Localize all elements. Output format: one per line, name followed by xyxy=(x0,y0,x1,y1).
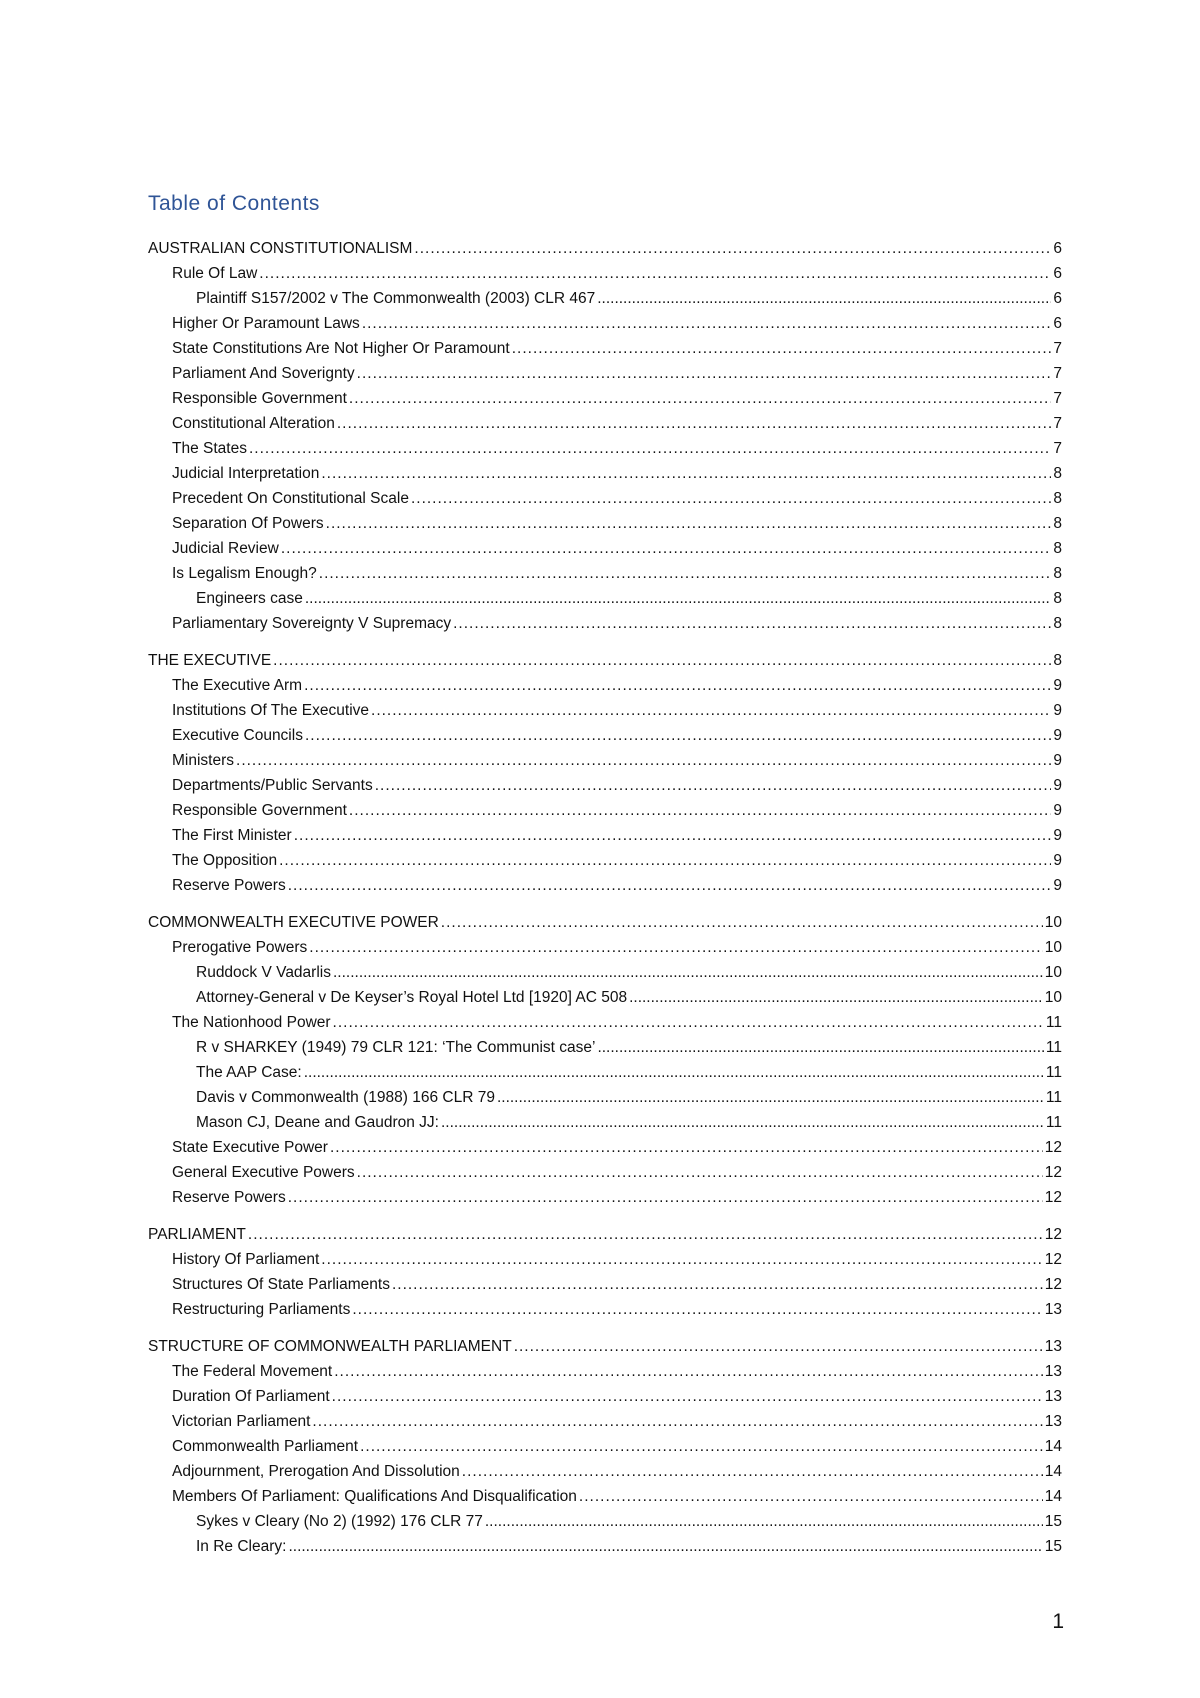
toc-entry[interactable] xyxy=(148,411,1062,436)
dot-leader xyxy=(352,1297,1042,1322)
toc-entry-title: Judicial Review xyxy=(172,540,279,557)
toc-entry-page: 13 xyxy=(1044,1338,1062,1355)
toc-entry-page: 10 xyxy=(1044,989,1062,1006)
toc-entry[interactable] xyxy=(148,336,1062,361)
dot-leader xyxy=(333,1010,1044,1035)
toc-entry-page: 8 xyxy=(1053,540,1062,557)
dot-leader xyxy=(249,436,1051,461)
dot-leader xyxy=(273,648,1051,673)
toc-entry-title: Adjournment, Prerogation And Dissolution xyxy=(172,1463,460,1480)
dot-leader xyxy=(462,1459,1043,1484)
dot-leader xyxy=(334,1359,1043,1384)
toc-entry-title: R v SHARKEY (1949) 79 CLR 121: ‘The Communist case’ xyxy=(196,1039,596,1056)
toc-entry-page: 13 xyxy=(1044,1363,1062,1380)
dot-leader xyxy=(305,723,1051,748)
toc-entry-title: The First Minister xyxy=(172,827,292,844)
toc-entry-page: 7 xyxy=(1053,415,1062,432)
dot-leader xyxy=(288,1185,1043,1210)
toc-entry-page: 9 xyxy=(1053,677,1062,694)
toc-entry[interactable] xyxy=(148,236,1062,261)
toc-entry-page: 7 xyxy=(1053,340,1062,357)
toc-entry-page: 13 xyxy=(1044,1301,1062,1318)
toc-entry[interactable] xyxy=(148,698,1062,723)
toc-entry-title: Commonwealth Parliament xyxy=(172,1438,359,1455)
toc-entry-page: 7 xyxy=(1053,390,1062,407)
dot-leader xyxy=(236,748,1051,773)
toc-entry-page: 7 xyxy=(1053,440,1062,457)
toc-entry[interactable] xyxy=(148,1085,1062,1110)
dot-leader xyxy=(414,236,1051,261)
dot-leader xyxy=(326,511,1052,536)
toc-entry-page: 11 xyxy=(1045,1089,1062,1106)
toc-entry-title: The AAP Case: xyxy=(196,1064,302,1081)
toc-entry-title: Responsible Government xyxy=(172,802,347,819)
dot-leader xyxy=(597,1035,1043,1060)
toc-entry[interactable] xyxy=(148,848,1062,873)
toc-entry-page: 14 xyxy=(1044,1488,1062,1505)
toc-entry[interactable] xyxy=(148,1334,1062,1359)
toc-entry[interactable] xyxy=(148,1272,1062,1297)
dot-leader xyxy=(349,386,1051,411)
toc-entry[interactable] xyxy=(148,1534,1062,1559)
toc-entry[interactable] xyxy=(148,486,1062,511)
toc-entry-title: Mason CJ, Deane and Gaudron JJ: xyxy=(196,1114,439,1131)
toc-entry-title: AUSTRALIAN CONSTITUTIONALISM xyxy=(148,240,413,257)
toc-entry-title: Victorian Parliament xyxy=(172,1413,311,1430)
toc-entry-title: STRUCTURE OF COMMONWEALTH PARLIAMENT xyxy=(148,1338,512,1355)
toc-entry-title: Attorney-General v De Keyser’s Royal Hotel Ltd [1920] AC 508 xyxy=(196,989,628,1006)
toc-entry-title: Responsible Government xyxy=(172,390,347,407)
toc-entry[interactable] xyxy=(148,1434,1062,1459)
toc-entry-title: General Executive Powers xyxy=(172,1164,355,1181)
toc-entry-page: 12 xyxy=(1044,1139,1062,1156)
dot-leader xyxy=(485,1509,1043,1534)
toc-entry[interactable] xyxy=(148,910,1062,935)
toc-entry[interactable] xyxy=(148,1185,1062,1210)
toc-entry[interactable] xyxy=(148,1509,1062,1534)
toc-entry[interactable] xyxy=(148,873,1062,898)
toc-entry[interactable] xyxy=(148,1409,1062,1434)
toc-entry-page: 10 xyxy=(1044,939,1062,956)
toc-entry-page: 9 xyxy=(1053,827,1062,844)
toc-entry-title: Structures Of State Parliaments xyxy=(172,1276,390,1293)
toc-entry-title: Members Of Parliament: Qualifications And Disqualification xyxy=(172,1488,577,1505)
toc-entry-page: 6 xyxy=(1053,265,1062,282)
toc-entry-title: History Of Parliament xyxy=(172,1251,320,1268)
toc-entry-page: 14 xyxy=(1044,1438,1062,1455)
toc-entry-page: 12 xyxy=(1044,1189,1062,1206)
toc-entry-page: 12 xyxy=(1044,1251,1062,1268)
toc-entry-page: 11 xyxy=(1045,1064,1062,1081)
toc-entry[interactable] xyxy=(148,1110,1062,1135)
dot-leader xyxy=(288,873,1052,898)
toc-entry-title: Executive Councils xyxy=(172,727,303,744)
dot-leader xyxy=(453,611,1051,636)
toc-entry-title: Reserve Powers xyxy=(172,1189,286,1206)
toc-entry-page: 15 xyxy=(1044,1513,1062,1530)
dot-leader xyxy=(371,698,1051,723)
dot-leader xyxy=(259,261,1051,286)
toc-entry[interactable] xyxy=(148,985,1062,1010)
toc-entry-page: 13 xyxy=(1044,1388,1062,1405)
dot-leader xyxy=(305,586,1052,611)
toc-entry-title: THE EXECUTIVE xyxy=(148,652,272,669)
toc-entry-page: 9 xyxy=(1053,752,1062,769)
toc-entry[interactable] xyxy=(148,1135,1062,1160)
toc-heading: Table of Contents xyxy=(148,192,320,215)
toc-entry-page: 9 xyxy=(1053,877,1062,894)
toc-entry[interactable] xyxy=(148,1010,1062,1035)
toc-entry-page: 10 xyxy=(1044,914,1062,931)
toc-entry-title: The Nationhood Power xyxy=(172,1014,331,1031)
toc-entry-page: 9 xyxy=(1053,702,1062,719)
toc-entry-title: Higher Or Paramount Laws xyxy=(172,315,360,332)
toc-entry-page: 14 xyxy=(1044,1463,1062,1480)
toc-entry[interactable] xyxy=(148,673,1062,698)
toc-entry-page: 11 xyxy=(1045,1014,1062,1031)
dot-leader xyxy=(248,1222,1043,1247)
toc-entry-page: 8 xyxy=(1053,565,1062,582)
dot-leader xyxy=(333,960,1043,985)
dot-leader xyxy=(321,461,1051,486)
toc-entry-title: The Federal Movement xyxy=(172,1363,333,1380)
toc-entry[interactable] xyxy=(148,935,1062,960)
toc-entry[interactable] xyxy=(148,1222,1062,1247)
toc-entry-title: The Executive Arm xyxy=(172,677,303,694)
toc-entry-page: 11 xyxy=(1045,1039,1062,1056)
toc-entry-page: 9 xyxy=(1053,777,1062,794)
toc-entry-title: Is Legalism Enough? xyxy=(172,565,317,582)
dot-leader xyxy=(360,1434,1043,1459)
toc-entry[interactable] xyxy=(148,960,1062,985)
dot-leader xyxy=(441,910,1043,935)
dot-leader xyxy=(319,561,1052,586)
page-number: 1 xyxy=(1052,1610,1064,1633)
dot-leader xyxy=(288,1534,1042,1559)
toc-entry-page: 8 xyxy=(1053,490,1062,507)
toc-entry[interactable] xyxy=(148,773,1062,798)
dot-leader xyxy=(332,1384,1043,1409)
toc-entry[interactable] xyxy=(148,1384,1062,1409)
toc-entry-title: Duration Of Parliament xyxy=(172,1388,330,1405)
toc-entry-title: Plaintiff S157/2002 v The Commonwealth (2003) CLR 467 xyxy=(196,290,596,307)
dot-leader xyxy=(330,1135,1043,1160)
dot-leader xyxy=(362,311,1052,336)
toc-entry-title: Ruddock V Vadarlis xyxy=(196,964,331,981)
toc-entry[interactable] xyxy=(148,261,1062,286)
toc-entry-page: 13 xyxy=(1044,1413,1062,1430)
toc-entry[interactable] xyxy=(148,798,1062,823)
toc-entry-title: Departments/Public Servants xyxy=(172,777,373,794)
dot-leader xyxy=(349,798,1051,823)
dot-leader xyxy=(629,985,1043,1010)
toc-entry-title: Judicial Interpretation xyxy=(172,465,320,482)
toc-entry[interactable] xyxy=(148,1359,1062,1384)
toc-entry-title: State Constitutions Are Not Higher Or Paramount xyxy=(172,340,510,357)
toc-entry-page: 12 xyxy=(1044,1276,1062,1293)
toc-entry-title: Parliament And Soverignty xyxy=(172,365,355,382)
dot-leader xyxy=(279,848,1051,873)
toc-entry[interactable] xyxy=(148,723,1062,748)
dot-leader xyxy=(309,935,1042,960)
toc-entry-page: 6 xyxy=(1053,290,1062,307)
toc-entry[interactable] xyxy=(148,648,1062,673)
toc-entry-title: Sykes v Cleary (No 2) (1992) 176 CLR 77 xyxy=(196,1513,483,1530)
toc-entry-page: 8 xyxy=(1053,590,1062,607)
toc-entry-page: 7 xyxy=(1053,365,1062,382)
toc-entry[interactable] xyxy=(148,1060,1062,1085)
toc-entry[interactable] xyxy=(148,1459,1062,1484)
toc-entry-page: 11 xyxy=(1045,1114,1062,1131)
toc-entry-title: Reserve Powers xyxy=(172,877,286,894)
toc-entry-page: 8 xyxy=(1053,652,1062,669)
dot-leader xyxy=(441,1110,1044,1135)
dot-leader xyxy=(294,823,1052,848)
toc-entry-title: Parliamentary Sovereignty V Supremacy xyxy=(172,615,452,632)
toc-entry[interactable] xyxy=(148,611,1062,636)
dot-leader xyxy=(312,1409,1042,1434)
dot-leader xyxy=(512,336,1052,361)
dot-leader xyxy=(281,536,1052,561)
toc-entry-title: Prerogative Powers xyxy=(172,939,308,956)
toc-entry[interactable] xyxy=(148,536,1062,561)
toc-entry[interactable] xyxy=(148,436,1062,461)
toc-entry-title: Engineers case xyxy=(196,590,303,607)
toc-entry-title: Precedent On Constitutional Scale xyxy=(172,490,409,507)
toc-entry[interactable] xyxy=(148,561,1062,586)
toc-entry-page: 9 xyxy=(1053,852,1062,869)
toc-entry[interactable] xyxy=(148,1484,1062,1509)
toc-entry[interactable] xyxy=(148,748,1062,773)
toc-entry-title: The Opposition xyxy=(172,852,278,869)
toc-entry[interactable] xyxy=(148,311,1062,336)
toc-entry[interactable] xyxy=(148,1297,1062,1322)
toc-entry-title: COMMONWEALTH EXECUTIVE POWER xyxy=(148,914,439,931)
toc-entry-title: Ministers xyxy=(172,752,235,769)
toc-entry-page: 6 xyxy=(1053,315,1062,332)
dot-leader xyxy=(411,486,1051,511)
dot-leader xyxy=(304,673,1051,698)
toc-entry[interactable] xyxy=(148,386,1062,411)
dot-leader xyxy=(337,411,1052,436)
toc-entry-title: PARLIAMENT xyxy=(148,1226,246,1243)
dot-leader xyxy=(321,1247,1042,1272)
toc-entry[interactable] xyxy=(148,1035,1062,1060)
dot-leader xyxy=(597,286,1051,311)
toc-entry[interactable] xyxy=(148,511,1062,536)
toc-entry-title: Rule Of Law xyxy=(172,265,258,282)
toc-entry-title: State Executive Power xyxy=(172,1139,328,1156)
toc-entry-title: Davis v Commonwealth (1988) 166 CLR 79 xyxy=(196,1089,495,1106)
toc-entry-page: 8 xyxy=(1053,515,1062,532)
toc-entry-page: 15 xyxy=(1044,1538,1062,1555)
toc-entry[interactable] xyxy=(148,823,1062,848)
toc-entry[interactable] xyxy=(148,461,1062,486)
toc-entry-page: 12 xyxy=(1044,1226,1062,1243)
toc-entry-page: 6 xyxy=(1053,240,1062,257)
toc-entry-page: 10 xyxy=(1044,964,1062,981)
toc-entry[interactable] xyxy=(148,1160,1062,1185)
toc-entry-page: 8 xyxy=(1053,465,1062,482)
toc-entry-title: Constitutional Alteration xyxy=(172,415,335,432)
toc-entry-page: 12 xyxy=(1044,1164,1062,1181)
toc-entry[interactable] xyxy=(148,286,1062,311)
dot-leader xyxy=(304,1060,1044,1085)
toc-entry-title: Restructuring Parliaments xyxy=(172,1301,351,1318)
toc-entry[interactable] xyxy=(148,1247,1062,1272)
toc-entry-title: Separation Of Powers xyxy=(172,515,324,532)
dot-leader xyxy=(392,1272,1043,1297)
dot-leader xyxy=(375,773,1052,798)
toc-entry-title: The States xyxy=(172,440,247,457)
table-of-contents xyxy=(148,236,1062,1559)
toc-entry[interactable] xyxy=(148,361,1062,386)
toc-entry-page: 9 xyxy=(1053,727,1062,744)
dot-leader xyxy=(514,1334,1043,1359)
toc-entry-page: 9 xyxy=(1053,802,1062,819)
dot-leader xyxy=(497,1085,1044,1110)
dot-leader xyxy=(579,1484,1043,1509)
dot-leader xyxy=(357,1160,1043,1185)
toc-entry[interactable] xyxy=(148,586,1062,611)
toc-entry-title: Institutions Of The Executive xyxy=(172,702,370,719)
toc-entry-page: 8 xyxy=(1053,615,1062,632)
toc-entry-title: In Re Cleary: xyxy=(196,1538,287,1555)
dot-leader xyxy=(357,361,1052,386)
